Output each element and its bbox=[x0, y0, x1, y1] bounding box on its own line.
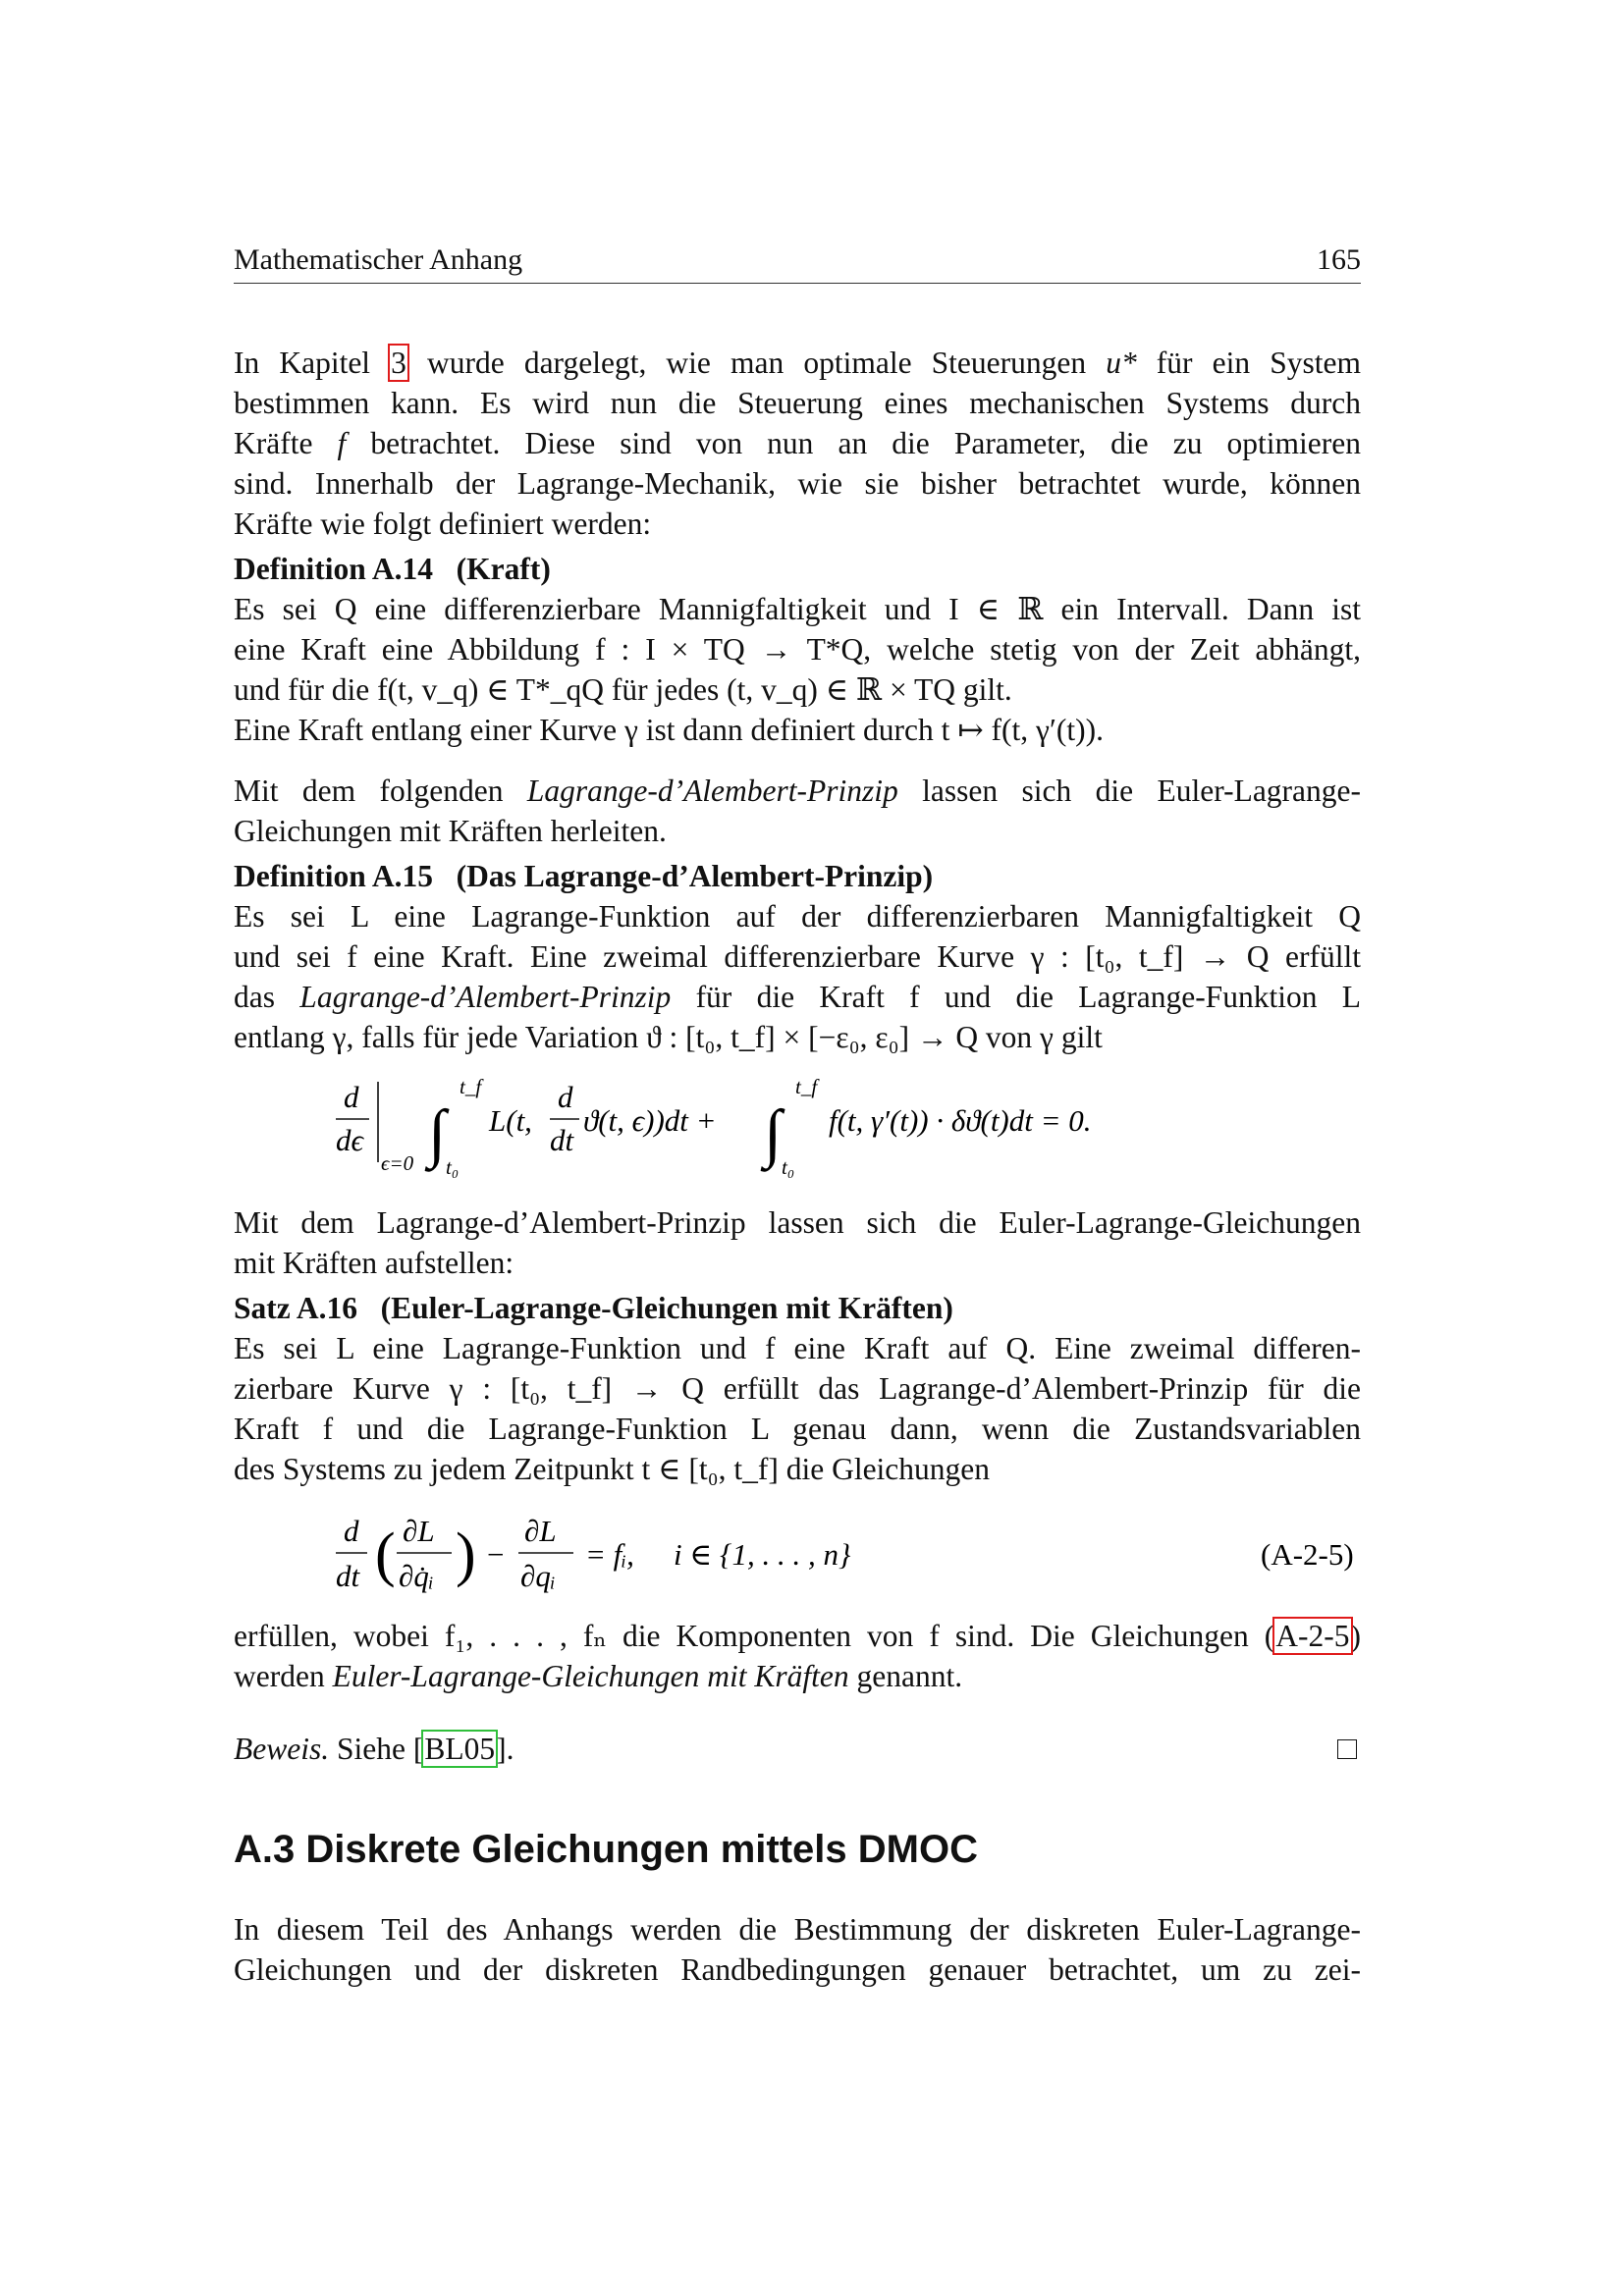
eq2-dqdot: ∂q̇ᵢ bbox=[399, 1559, 434, 1593]
citation-link[interactable]: BL05 bbox=[424, 1732, 496, 1766]
text: betrachtet. Diese sind von nun an die Parameter, die zu optimieren bbox=[346, 426, 1361, 460]
definition-a15-heading bbox=[234, 857, 1361, 896]
theorem-title: Satz A.16 bbox=[234, 1291, 357, 1325]
eq1-lower-limit-1: t₀ bbox=[446, 1155, 460, 1179]
def15-line-3 bbox=[234, 978, 1361, 1017]
eq2-d: d bbox=[344, 1514, 359, 1548]
eq1-upper-limit-1: t_f bbox=[460, 1075, 482, 1098]
para4-line-1 bbox=[234, 1617, 1361, 1656]
text: wurde dargelegt, wie man optimale Steuerungen bbox=[406, 346, 1107, 380]
text: erfüllen, wobei f₁, . . . , fₙ die Komponenten von f sind. Die Gleichungen ( bbox=[234, 1619, 1275, 1653]
def15-line-1: Es sei L eine Lagrange-Funktion auf der differenzierbaren Mannigfaltigkeit Q bbox=[234, 899, 1361, 934]
text: Mit dem folgenden bbox=[234, 774, 527, 808]
para2-line-2: Gleichungen mit Kräften herleiten. bbox=[234, 814, 667, 848]
para3-line-2: mit Kräften aufstellen: bbox=[234, 1246, 514, 1280]
eq2-rhs: = fᵢ, bbox=[585, 1537, 634, 1572]
proof-label: Beweis. bbox=[234, 1732, 330, 1766]
chapter-link[interactable]: 3 bbox=[391, 346, 406, 380]
para5-line-1: In diesem Teil des Anhangs werden die Bestimmung der diskreten Euler-Lagrange- bbox=[234, 1912, 1361, 1947]
definition-title: Definition A.15 bbox=[234, 859, 434, 893]
definition-title: Definition A.14 bbox=[234, 552, 434, 586]
eq1-upper-limit-2: t_f bbox=[795, 1075, 818, 1098]
def14-line-3: und für die f(t, v_q) ∈ T*_qQ für jedes (t, v_q) ∈ ℝ × TQ gilt. bbox=[234, 672, 1012, 707]
text: genannt. bbox=[848, 1659, 963, 1693]
para4-line-2 bbox=[234, 1657, 1361, 1696]
emphasis: Lagrange-d’Alembert-Prinzip bbox=[526, 774, 898, 808]
definition-a14-heading bbox=[234, 550, 1361, 589]
def15-line-2: und sei f eine Kraft. Eine zweimal differenzierbare Kurve γ : [t₀, t_f] → Q erfüllt bbox=[234, 939, 1361, 974]
eq1-L-part: L(t, bbox=[489, 1103, 532, 1138]
math: u* bbox=[1106, 346, 1137, 380]
text: für ein System bbox=[1136, 346, 1361, 380]
equation-link[interactable]: A-2-5 bbox=[1275, 1619, 1350, 1653]
eq1-d: d bbox=[344, 1080, 359, 1114]
text: In Kapitel bbox=[234, 346, 391, 380]
eq2-minus: − bbox=[487, 1537, 505, 1572]
definition-subtitle: (Kraft) bbox=[456, 552, 551, 586]
eq2-dL-num-2: ∂L bbox=[524, 1514, 557, 1548]
eq2-dt: dt bbox=[336, 1559, 360, 1593]
text: das bbox=[234, 980, 300, 1014]
proof-line bbox=[234, 1730, 1361, 1769]
right-paren: ) bbox=[456, 1522, 476, 1588]
header-title: Mathematischer Anhang bbox=[234, 243, 523, 276]
equation-number: (A-2-5) bbox=[1261, 1537, 1354, 1572]
eq2-condition: i ∈ {1, . . . , n} bbox=[674, 1537, 851, 1572]
intro-line-3 bbox=[234, 424, 1361, 463]
equation-lagrange-dalembert bbox=[324, 1072, 1208, 1180]
def14-line-1: Es sei Q eine differenzierbare Mannigfaltigkeit und I ∈ ℝ ein Intervall. Dann ist bbox=[234, 592, 1361, 626]
eq2-dq: ∂qᵢ bbox=[520, 1559, 556, 1593]
text: Kräfte bbox=[234, 426, 338, 460]
intro-line-5: Kräfte wie folgt definiert werden: bbox=[234, 507, 652, 541]
satz16-line-1: Es sei L eine Lagrange-Funktion und f eine Kraft auf Q. Eine zweimal differen- bbox=[234, 1331, 1361, 1365]
para5-line-2: Gleichungen und der diskreten Randbedingungen genauer betrachtet, um zu zei- bbox=[234, 1952, 1361, 1987]
satz16-line-3: Kraft f und die Lagrange-Funktion L genau dann, wenn die Zustandsvariablen bbox=[234, 1412, 1361, 1446]
satz16-line-4: des Systems zu jedem Zeitpunkt t ∈ [t₀, t_f] die Gleichungen bbox=[234, 1452, 991, 1486]
running-header bbox=[234, 243, 1361, 284]
text: für die Kraft f und die Lagrange-Funktion L bbox=[671, 980, 1361, 1014]
left-paren: ( bbox=[375, 1522, 396, 1588]
section-heading: A.3 Diskrete Gleichungen mittels DMOC bbox=[234, 1828, 978, 1871]
para2-line-1 bbox=[234, 772, 1361, 811]
page-number: 165 bbox=[1317, 243, 1361, 276]
qed-box bbox=[1337, 1739, 1357, 1759]
intro-line-2: bestimmen kann. Es wird nun die Steuerung eines mechanischen Systems durch bbox=[234, 386, 1361, 420]
math: f bbox=[337, 426, 347, 460]
intro-line-1 bbox=[234, 344, 1361, 383]
equation-euler-lagrange-forces bbox=[324, 1504, 1365, 1602]
emphasis: Lagrange-d’Alembert-Prinzip bbox=[299, 980, 672, 1014]
text: ]. bbox=[496, 1732, 514, 1766]
def15-line-4: entlang γ, falls für jede Variation ϑ : [t₀, t_f] × [−ε₀, ε₀] → Q von γ gilt bbox=[234, 1020, 1103, 1054]
text: werden bbox=[234, 1659, 333, 1693]
eq2-dL-num: ∂L bbox=[403, 1514, 435, 1548]
intro-line-4: sind. Innerhalb der Lagrange-Mechanik, wie sie bisher betrachtet wurde, können bbox=[234, 466, 1361, 501]
eq1-ddt-den: dt bbox=[550, 1123, 574, 1157]
def14-line-2: eine Kraft eine Abbildung f : I × TQ → T*Q, welche stetig von der Zeit abhängt, bbox=[234, 632, 1361, 667]
eq1-eval-subscript: ϵ=0 bbox=[381, 1151, 414, 1175]
def14-line-4: Eine Kraft entlang einer Kurve γ ist dann definiert durch t ↦ f(t, γ′(t)). bbox=[234, 713, 1104, 747]
theorem-subtitle: (Euler-Lagrange-Gleichungen mit Kräften) bbox=[380, 1291, 953, 1325]
text: Siehe [ bbox=[329, 1732, 424, 1766]
satz-a16-heading bbox=[234, 1289, 1361, 1328]
para3-line-1: Mit dem Lagrange-d’Alembert-Prinzip lassen sich die Euler-Lagrange-Gleichungen bbox=[234, 1205, 1361, 1240]
satz16-line-2: zierbare Kurve γ : [t₀, t_f] → Q erfüllt das Lagrange-d’Alembert-Prinzip für die bbox=[234, 1371, 1361, 1406]
text: ) bbox=[1350, 1619, 1361, 1653]
eq1-lower-limit-2: t₀ bbox=[782, 1155, 795, 1179]
emphasis: Euler-Lagrange-Gleichungen mit Kräften bbox=[332, 1659, 849, 1693]
integral-sign-1: ∫ bbox=[428, 1097, 447, 1169]
eq1-ddt-num: d bbox=[558, 1080, 573, 1114]
eq1-f-part: f(t, γ′(t)) · δϑ(t)dt = 0. bbox=[829, 1103, 1092, 1138]
definition-subtitle: (Das Lagrange-d’Alembert-Prinzip) bbox=[456, 859, 934, 893]
integral-sign-2: ∫ bbox=[764, 1097, 783, 1169]
text: lassen sich die Euler-Lagrange- bbox=[897, 774, 1361, 808]
eq1-deps: dϵ bbox=[336, 1123, 363, 1157]
eq1-theta-part: ϑ(t, ϵ))dt + bbox=[583, 1103, 717, 1138]
